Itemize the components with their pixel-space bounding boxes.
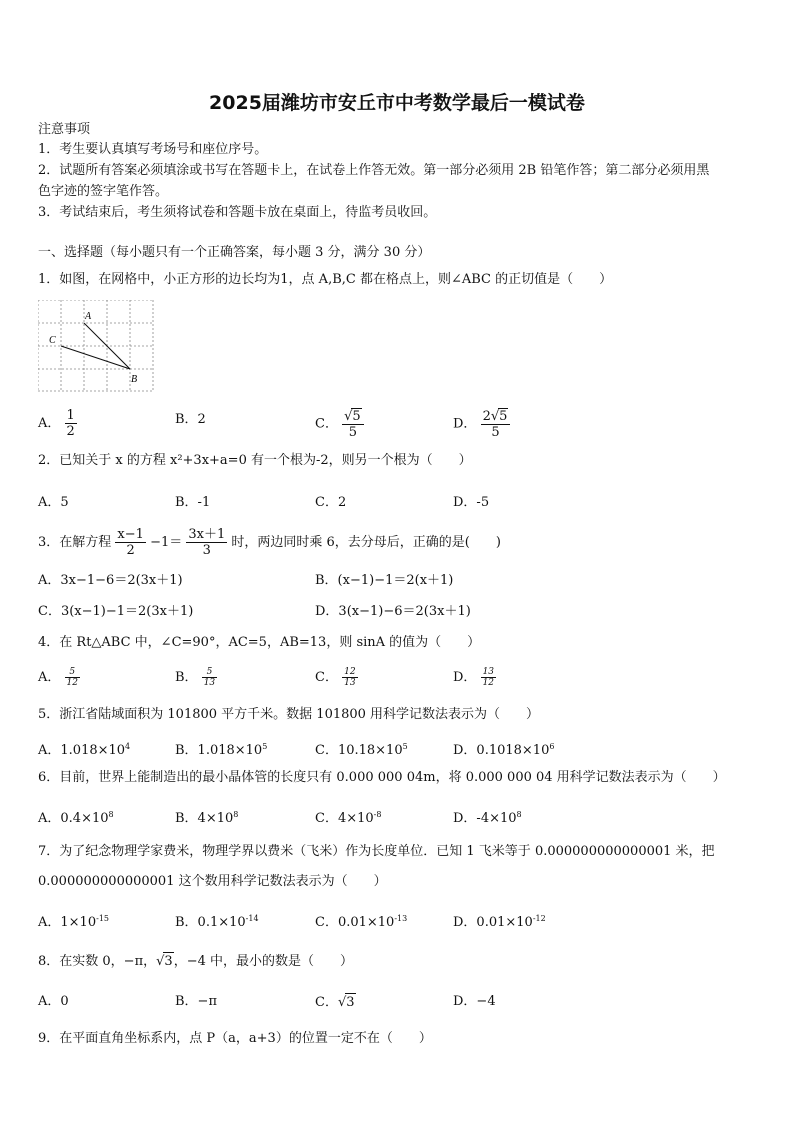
option-label: C． bbox=[315, 995, 338, 1010]
denominator: 13 bbox=[344, 678, 356, 688]
denominator: 13 bbox=[203, 678, 216, 688]
option-base: C．10.18×10 bbox=[315, 743, 403, 758]
option-label: A． bbox=[38, 670, 61, 685]
q8-option-b[interactable]: B．−π bbox=[175, 994, 217, 1009]
coefficient: 2 bbox=[482, 409, 491, 424]
denominator: 12 bbox=[482, 678, 495, 688]
q3-option-c[interactable]: C．3(x−1)−1＝2(3x＋1) bbox=[38, 604, 194, 619]
question-4-stem: 4．在 Rt△ABC 中，∠C=90°，AC=5，AB=13，则 sinA 的值为（ ） bbox=[38, 635, 481, 650]
fraction bbox=[342, 667, 357, 688]
exponent: -13 bbox=[394, 914, 408, 923]
exponent: 8 bbox=[516, 810, 522, 819]
q1-option-b[interactable]: B．2 bbox=[175, 412, 206, 427]
exponent: 8 bbox=[233, 810, 239, 819]
q3-option-a[interactable]: A．3x−1−6＝2(3x＋1) bbox=[38, 573, 183, 588]
exponent: -8 bbox=[373, 810, 382, 819]
exponent: 4 bbox=[125, 742, 131, 751]
numerator: 2√5 bbox=[481, 408, 511, 425]
notice-item-2-cont: 色字迹的签字笔作答。 bbox=[38, 184, 169, 199]
notice-item-2: 2．试题所有答案必须填涂或书写在答题卡上，在试卷上作答无效。第一部分必须用 2B 铅笔作答；第二部分必须用黑 bbox=[38, 163, 710, 178]
option-label: C． bbox=[315, 416, 338, 432]
q6-option-b[interactable] bbox=[175, 806, 238, 828]
option-base: A．1.018×10 bbox=[38, 743, 126, 758]
q3-option-b[interactable]: B．(x−1)−1＝2(x＋1) bbox=[315, 573, 454, 588]
segment-cb bbox=[61, 346, 130, 369]
q4-option-b[interactable] bbox=[175, 667, 217, 688]
question-9-stem: 9．在平面直角坐标系内，点 P（a，a+3）的位置一定不在（ ） bbox=[38, 1031, 432, 1046]
stem-middle: −1＝ bbox=[150, 535, 183, 550]
q4-option-d[interactable] bbox=[453, 667, 496, 688]
question-5-stem: 5．浙江省陆域面积为 101800 平方千米。数据 101800 用科学记数法表示为（ ） bbox=[38, 707, 540, 722]
exponent: -14 bbox=[245, 914, 259, 923]
fraction bbox=[481, 408, 511, 440]
q6-option-c[interactable] bbox=[315, 806, 381, 828]
radicand: 3 bbox=[164, 954, 173, 969]
q2-option-b[interactable]: B．-1 bbox=[175, 495, 211, 510]
numerator: 13 bbox=[482, 667, 495, 677]
fraction bbox=[202, 667, 217, 688]
point-label-a: A bbox=[85, 311, 92, 322]
q2-option-a[interactable]: A．5 bbox=[38, 495, 69, 510]
page-title: 2025届潍坊市安丘市中考数学最后一模试卷 bbox=[209, 92, 585, 114]
exponent: 5 bbox=[402, 742, 408, 751]
notice-item-3: 3．考试结束后，考生须将试卷和答题卡放在桌面上，待监考员收回。 bbox=[38, 205, 437, 220]
numerator: 5 bbox=[202, 667, 217, 678]
grid-figure bbox=[38, 300, 158, 396]
q1-option-a[interactable] bbox=[38, 408, 77, 439]
question-6-stem: 6．目前，世界上能制造出的最小晶体管的长度只有 0.000 000 04m，将 0.000 000 04 用科学记数法表示为（ ） bbox=[38, 770, 726, 785]
option-base: A．1×10 bbox=[38, 915, 97, 930]
radicand: 5 bbox=[499, 409, 508, 424]
notice-heading: 注意事项 bbox=[38, 122, 91, 137]
q5-option-d[interactable] bbox=[453, 738, 554, 760]
q1-option-d[interactable] bbox=[453, 408, 510, 440]
option-base: B．4×10 bbox=[175, 811, 234, 826]
option-label: A． bbox=[38, 416, 61, 431]
denominator: 5 bbox=[348, 425, 358, 440]
fraction bbox=[481, 667, 496, 688]
numerator: 3x＋1 bbox=[188, 527, 226, 542]
stem-suffix: ，−4 中，最小的数是（ ） bbox=[173, 954, 353, 969]
stem-suffix: 时，两边同时乘 6，去分母后，正确的是( ) bbox=[231, 535, 501, 550]
q4-option-a[interactable] bbox=[38, 667, 80, 688]
option-label: D． bbox=[453, 670, 477, 685]
q5-option-a[interactable] bbox=[38, 738, 130, 760]
option-label: C． bbox=[315, 670, 338, 685]
exponent: 6 bbox=[549, 742, 555, 751]
exponent: -15 bbox=[96, 914, 109, 923]
q4-option-c[interactable] bbox=[315, 667, 358, 688]
q2-option-d[interactable]: D．-5 bbox=[453, 495, 490, 510]
radicand: 3 bbox=[346, 995, 355, 1010]
question-1-stem: 1．如图，在网格中，小正方形的边长均为1，点 A,B,C 都在格点上，则∠ABC 的正切值是（ ） bbox=[38, 272, 613, 287]
option-label: B． bbox=[175, 670, 198, 685]
option-base: C．0.01×10 bbox=[315, 915, 395, 930]
denominator: 12 bbox=[66, 678, 78, 688]
q2-option-c[interactable]: C．2 bbox=[315, 495, 347, 510]
notice-item-1: 1．考生要认真填写考场号和座位序号。 bbox=[38, 142, 268, 157]
numerator: 1 bbox=[66, 408, 75, 423]
q1-option-c[interactable] bbox=[315, 408, 364, 440]
fraction bbox=[342, 408, 364, 440]
point-label-b: B bbox=[131, 374, 138, 385]
question-7-stem-line-2: 0.000000000000001 这个数用科学记数法表示为（ ） bbox=[38, 874, 387, 889]
point-label-c: C bbox=[49, 335, 56, 346]
fraction bbox=[65, 667, 80, 688]
q7-option-b[interactable] bbox=[175, 910, 259, 932]
q5-option-c[interactable] bbox=[315, 738, 408, 760]
numerator: 5 bbox=[65, 667, 80, 678]
q7-option-c[interactable] bbox=[315, 910, 407, 932]
numerator: x−1 bbox=[117, 527, 144, 542]
exponent: 5 bbox=[262, 742, 268, 751]
option-base: C．4×10 bbox=[315, 811, 374, 826]
section-heading: 一、选择题（每小题只有一个正确答案，每小题 3 分，满分 30 分） bbox=[38, 245, 431, 260]
q7-option-d[interactable] bbox=[453, 910, 546, 932]
option-base: B．1.018×10 bbox=[175, 743, 263, 758]
q8-option-d[interactable]: D．−4 bbox=[453, 994, 496, 1009]
denominator: 5 bbox=[491, 425, 500, 440]
exponent: -12 bbox=[532, 914, 546, 923]
option-base: D．0.1018×10 bbox=[453, 743, 550, 758]
q3-option-d[interactable]: D．3(x−1)−6＝2(3x＋1) bbox=[315, 604, 471, 619]
stem-prefix: 3．在解方程 bbox=[38, 535, 112, 550]
exponent: 8 bbox=[108, 810, 114, 819]
question-2-stem: 2．已知关于 x 的方程 x²+3x+a=0 有一个根为-2，则另一个根为（ ） bbox=[38, 453, 472, 468]
option-base: D．-4×10 bbox=[453, 811, 517, 826]
q8-option-c[interactable]: C．√3 bbox=[315, 995, 355, 1010]
q6-option-d[interactable] bbox=[453, 806, 522, 828]
radicand: 5 bbox=[352, 409, 361, 424]
numerator: √5 bbox=[342, 408, 364, 425]
denominator: 2 bbox=[126, 543, 135, 558]
stem-prefix: 8．在实数 0，−π， bbox=[38, 954, 157, 969]
question-7-stem-line-1: 7．为了纪念物理学家费米，物理学界以费米（飞米）作为长度单位．已知 1 飞米等于 0.000000000000001 米，把 bbox=[38, 844, 715, 859]
option-base: B．0.1×10 bbox=[175, 915, 246, 930]
q6-option-a[interactable] bbox=[38, 806, 114, 828]
denominator: 2 bbox=[66, 424, 75, 439]
q8-option-a[interactable]: A．0 bbox=[38, 994, 69, 1009]
question-3-stem bbox=[38, 527, 501, 558]
q5-option-b[interactable] bbox=[175, 738, 267, 760]
fraction-left bbox=[115, 527, 146, 558]
fraction bbox=[65, 408, 77, 439]
option-base: D．0.01×10 bbox=[453, 915, 533, 930]
question-8-stem: 8．在实数 0，−π，√3，−4 中，最小的数是（ ） bbox=[38, 954, 353, 969]
denominator: 3 bbox=[202, 543, 211, 558]
numerator: 12 bbox=[344, 667, 356, 677]
fraction-right bbox=[186, 527, 227, 558]
option-base: A．0.4×10 bbox=[38, 811, 109, 826]
option-label: D． bbox=[453, 416, 477, 432]
q7-option-a[interactable] bbox=[38, 910, 109, 932]
